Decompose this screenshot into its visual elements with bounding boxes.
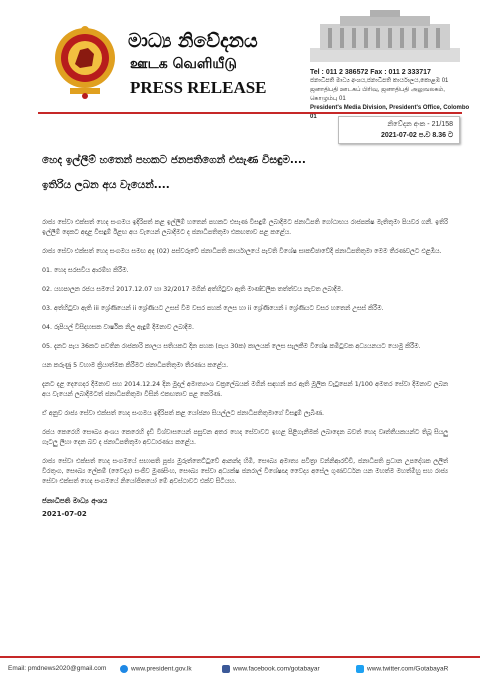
footer-website-text: www.president.gov.lk: [131, 665, 192, 673]
headline-line2: ඉතිරිය ලබන අය වැයෙන්....: [42, 179, 170, 191]
signature: ජනාධිපති මාධ්‍ය අංශය: [42, 497, 108, 505]
headline-line1: හෙද ඉල්ලීම් හතෙන් පහකට ජනපතිගෙන් එසැණ විසඳුම....: [42, 154, 306, 166]
footer-email[interactable]: [8, 665, 106, 672]
paragraph: රාජ්‍ය සේවා එක්සත් හෙද සංගමය සමඟ අද (02) පස්වරුවේ ජනාධිපති කාර්යාලයේ පැවති විශේෂ සාකච්ඡාවේදී ජනාධිපතිතුමා මෙම තීරණවලට එළඹීය.: [42, 248, 442, 255]
sri-lanka-emblem-icon: [50, 22, 120, 102]
reference-box: [338, 116, 460, 144]
footer: [0, 656, 480, 682]
footer-facebook-text: www.facebook.com/gotabayar: [233, 665, 320, 673]
body-text: [42, 218, 448, 487]
paragraph: 02. යහපාලන රජය සමයේ 2017.12.07 හා 32/2017 මගින් අත්හිටුවා ඇති මාණ්ඩලික තත්ත්වය නැවත ලබාදීම.: [42, 286, 344, 293]
footer-twitter[interactable]: [356, 665, 448, 673]
address-tamil: ஜனாதிபதி ஊடகப் பிரிவு, ஜனாதிபதி அலுவலகம், கொழும்பு 01: [310, 87, 445, 102]
footer-email-text: Email: pmdnews2020@gmail.com: [8, 665, 107, 672]
reference-date: 2021-07-02 ප.ව 8.36 ට: [380, 132, 453, 139]
paragraph: 01. හෙද සරසවිය ආරම්භ කිරීම.: [42, 267, 129, 274]
address-sinhala: ජනාධිපති මාධ්‍ය අංශය,ජනාධිපති කාර්යාලය,කොළඹ 01: [310, 78, 449, 84]
paragraph: රාජ්‍ය සේවා එක්සත් හෙද සංගමයේ සභාපති පූජ්‍ය මුරුත්තෙට්ටුවේ ආනන්ද හිමි, සෞඛ්‍ය අමාත්‍ය පවිත්‍රා වන්නිආරච්චි, ජනාධිපති ප්‍රධාන උපදේශක ලලිත් වීරතුංග, සෞඛ්‍ය ලේකම් (වෛද්‍ය) සංජීව මුණසිංහ, සෞඛ්‍ය සේවා අධ්‍යක්ෂ ජනරාල් විශේෂඥ වෛද්‍ය අසේල ගුණවර්ධන යන මහත්ම මහත්මීහු සහ රාජ්‍ය සේවා එක්සත් හෙද සංගමයේ නියෝජිතයෝ මේ අවස්ථාවට එක්ව සිටියහ.: [42, 458, 448, 485]
paragraph: 05. දැනට පැය 36කට පවතින රාජකාරි කාලය සතියකට දින පහක (පැය 30ක) කාලයක් ලෙස සැලකීම විශේෂ කමිටුවක අධ්‍යයනයට යොමු කිරීම.: [42, 343, 421, 350]
reference-number: නිවේදන අංක - 21/158: [387, 121, 453, 128]
release-date: 2021-07-02: [42, 510, 87, 518]
paragraph: ඒ අනුව රාජ්‍ය සේවා එක්සත් හෙද සංගමය ඉදිරිපත් කළ යෝජනා සියල්ලට ජනාධිපතිතුමාගේ විසඳුම් ලැබිණ.: [42, 410, 324, 417]
phone-fax: Tel : 011 2 386572 Fax : 011 2 333717: [310, 69, 431, 76]
globe-icon: [120, 665, 128, 673]
title-english: PRESS RELEASE: [130, 78, 267, 97]
facebook-icon: [222, 665, 230, 673]
paragraph: යන කරුණු 5 වහාම ක්‍රියාත්මක කිරීමට ජනාධිපතිතුමා තීරණය කළේය.: [42, 362, 229, 369]
paragraph: 03. අත්හිටුවා ඇති iii ශ්‍රේණියෙන් ii ශ්‍රේණියට උසස් වීම වසර පහක් ලෙස හා ii ශ්‍රේණියෙන් i ශ්‍රේණියට වසර හතෙන් උසස් කිරීම.: [42, 305, 384, 312]
footer-facebook[interactable]: [222, 665, 320, 673]
footer-twitter-text: www.twitter.com/GotabayaR: [367, 665, 449, 673]
paragraph: රාජ්‍ය සේවා එක්සත් හෙද සංගමය ඉදිරිපත් කළ ඉල්ලීම් හතෙන් පහකට එසැණ විසඳුම් ලබාදීමට ජනාධිපති ගෝඨාභය රාජපක්ෂ මැතිතුමා පියවර ගනී. ඉතිරි ඉල්ලීම් දෙකට අදාළ විසඳුම් ඊළඟ අය වැයෙන් ලබාදීමට ද ජනාධිපතිතුමා එකඟතාව පළ කළේය.: [42, 219, 448, 236]
presidential-secretariat-building-icon: [310, 10, 460, 62]
press-release-content: [42, 150, 448, 518]
header-divider: [38, 112, 462, 114]
paragraph: රජය කෙරෙහි සෞඛ්‍ය අංශය කෙරෙහි දැඩි විශ්වාසයෙන් පසුවන අතර හෙද සේවාවට ඉහළ පිළිගැනීමක් ලබාදෙන බවත් හෙද වෘත්තීයකයන්ට තිබූ සියලු ගැටලු ලිහා දෙන බව ද ජනාධිපතිතුමා අවධාරණය කළේය.: [42, 429, 448, 446]
title-sinhala: මාධ්‍ය නිවේදනය: [128, 30, 258, 52]
title-tamil: ஊடக வெளியீடு: [130, 56, 237, 72]
address-english: President's Media Division, President's Office, Colombo 01: [310, 105, 470, 120]
footer-website[interactable]: [120, 665, 192, 673]
paragraph: 04. රුපියල් විසිදහසක වාර්ෂික නිල ඇඳුම් දීමනාව ලබාදීම.: [42, 324, 194, 331]
twitter-icon: [356, 665, 364, 673]
paragraph: දැනට දළ දෙගෙදර දීමනාව සහ 2014.12.24 දින මුදල් අමාත්‍යාංශ චක්‍රලේඛයක් මගින් සඳහන් කර ඇති මූලික වැටුපෙන් 1/100 අමතර සේවා දීමනාව ලබන අය වැයෙන් ලබාදීමටත් ජනාධිපතිතුමා විසින් එකඟතාව පළ කෙරිණ.: [42, 381, 448, 398]
